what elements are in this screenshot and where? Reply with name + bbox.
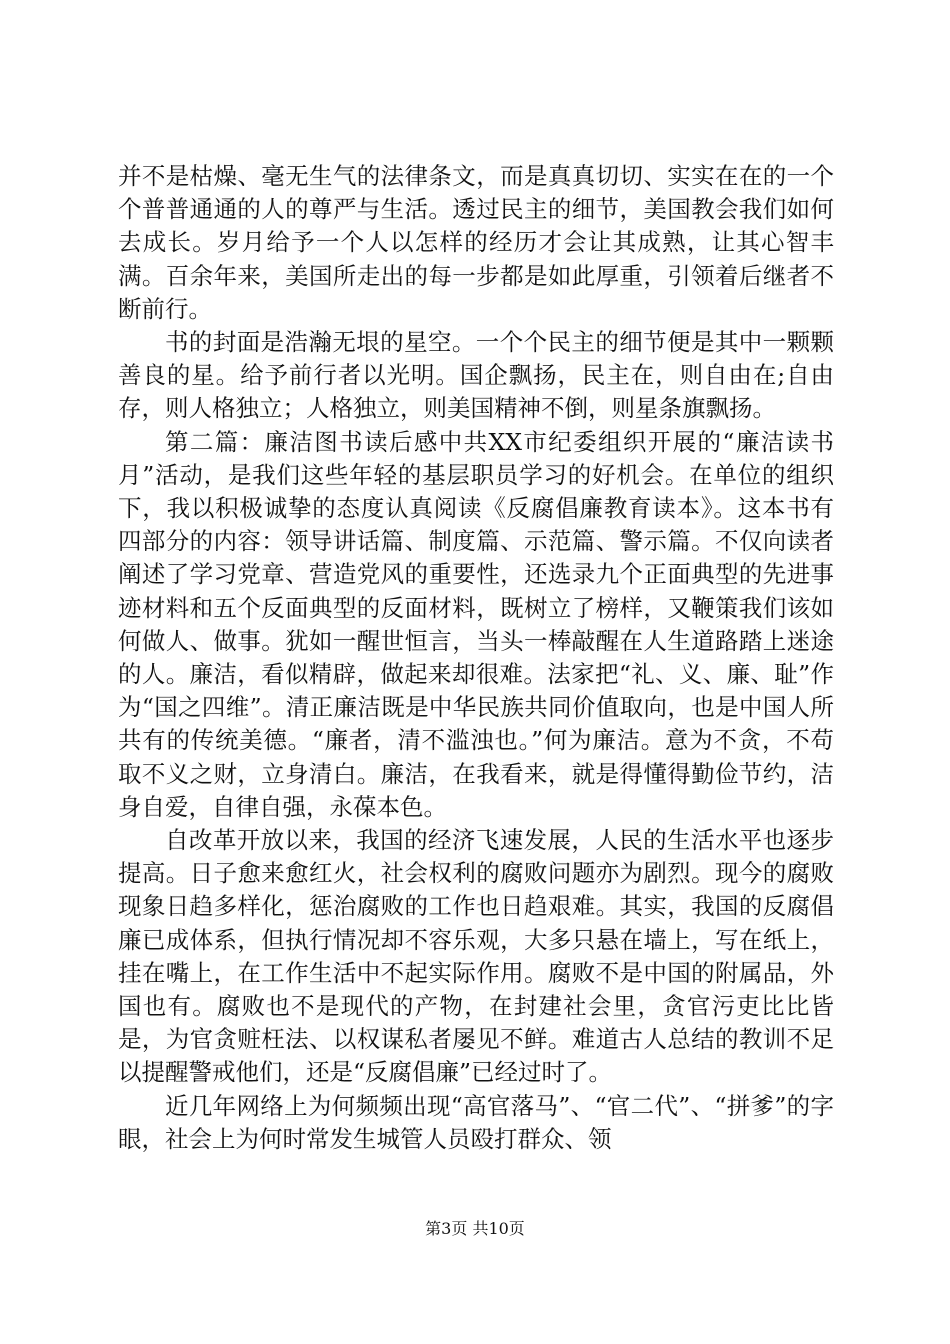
paragraph-continued: 并不是枯燥、毫无生气的法律条文，而是真真切切、实实在在的一个个普普通通的人的尊严与生活。透过民主的细节，美国教会我们如何去成长。岁月给予一个人以怎样的经历才会让其成熟，让其心智丰满。百余年来，美国所走出的每一步都是如此厚重，引领着后继者不断前行。 bbox=[118, 162, 834, 323]
document-body bbox=[118, 160, 834, 1156]
paragraph-reform: 自改革开放以来，我国的经济飞速发展，人民的生活水平也逐步提高。日子愈来愈红火，社会权利的腐败问题亦为剧烈。现今的腐败现象日趋多样化，惩治腐败的工作也日趋艰难。其实，我国的反腐倡廉已成体系，但执行情况却不容乐观，大多只悬在墙上，写在纸上，挂在嘴上，在工作生活中不起实际作用。腐败不是中国的附属品，外国也有。腐败也不是现代的产物，在封建社会里，贪官污吏比比皆是，为官贪赃枉法、以权谋私者屡见不鲜。难道古人总结的教训不足以提醒警戒他们，还是“反腐倡廉”已经过时了。 bbox=[118, 826, 834, 1087]
paragraph-book-cover: 书的封面是浩瀚无垠的星空。一个个民主的细节便是其中一颗颗善良的星。给予前行者以光明。国企飘扬，民主在，则自由在;自由存，则人格独立；人格独立，则美国精神不倒，则星条旗飘扬。 bbox=[118, 328, 834, 423]
page-footer: 第3页 共10页 bbox=[425, 1219, 525, 1238]
paragraph-recent-years: 近几年网络上为何频频出现“高官落马”、“官二代”、“拼爹”的字眼，社会上为何时常发生城管人员殴打群众、领 bbox=[118, 1091, 834, 1153]
paragraph-second-article: 第二篇：廉洁图书读后感中共XX市纪委组织开展的“廉洁读书月”活动，是我们这些年轻的基层职员学习的好机会。在单位的组织下，我以积极诚挚的态度认真阅读《反腐倡廉教育读本》。这本书有四部分的内容：领导讲话篇、制度篇、示范篇、警示篇。不仅向读者阐述了学习党章、营造党风的重要性，还选录九个正面典型的先进事迹材料和五个反面典型的反面材料，既树立了榜样，又鞭策我们该如何做人、做事。犹如一醒世恒言，当头一棒敲醒在人生道路踏上迷途的人。廉洁，看似精辟，做起来却很难。法家把“礼、义、廉、耻”作为“国之四维”。清正廉洁既是中华民族共同价值取向，也是中国人所共有的传统美德。“廉者，清不滥浊也。”何为廉洁。意为不贪，不苟取不义之财，立身清白。廉洁，在我看来，就是得懂得勤俭节约，洁身自爱，自律自强，永葆本色。 bbox=[118, 427, 834, 821]
